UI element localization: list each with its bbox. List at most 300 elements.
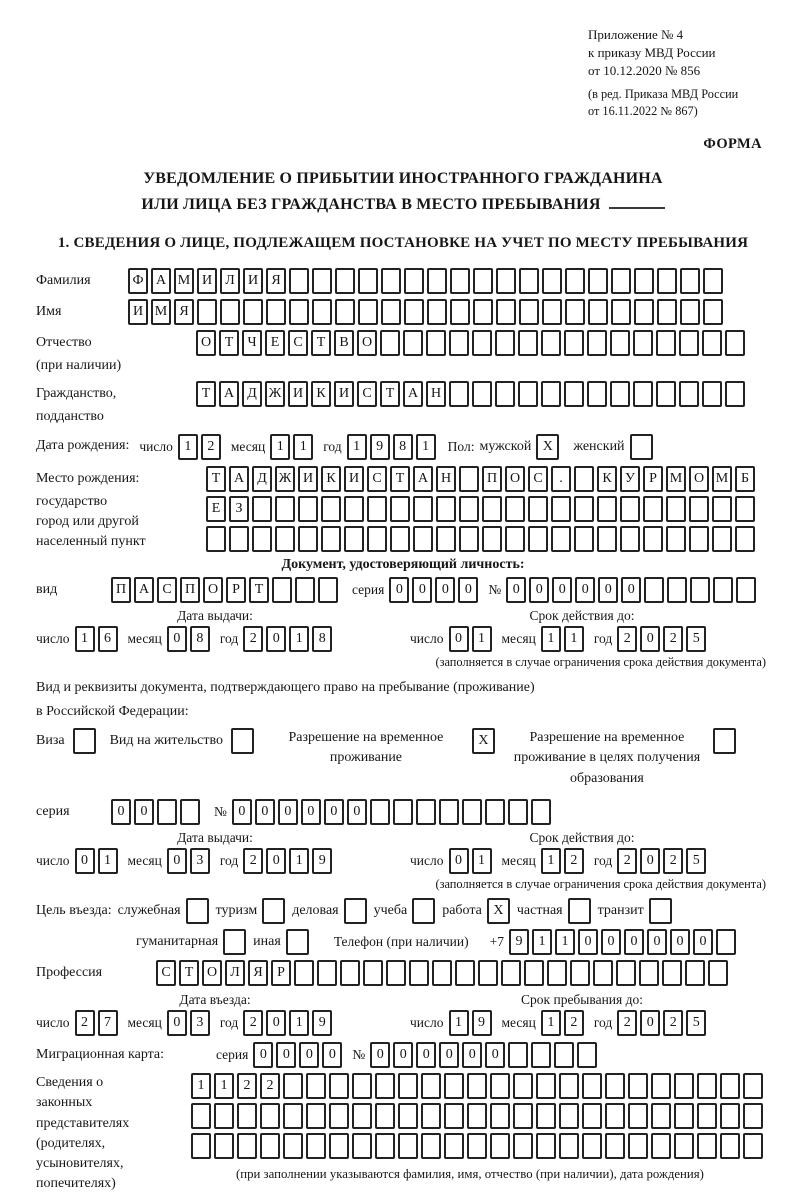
char-box[interactable] <box>370 799 390 825</box>
char-box[interactable]: Б <box>735 466 755 492</box>
char-box[interactable] <box>344 526 364 552</box>
char-box[interactable] <box>294 960 314 986</box>
char-box[interactable]: 2 <box>243 1010 263 1036</box>
char-box[interactable] <box>473 268 493 294</box>
char-box[interactable] <box>237 1133 257 1159</box>
char-box[interactable]: З <box>229 496 249 522</box>
char-box[interactable] <box>559 1133 579 1159</box>
char-box[interactable] <box>482 496 502 522</box>
char-box[interactable]: Е <box>265 330 285 356</box>
temp-residence-checkbox[interactable]: X <box>472 728 495 754</box>
char-box[interactable] <box>518 330 538 356</box>
char-box[interactable]: 0 <box>75 848 95 874</box>
char-box[interactable] <box>643 526 663 552</box>
char-box[interactable] <box>427 299 447 325</box>
purpose-delovaya-checkbox[interactable] <box>344 898 367 924</box>
char-box[interactable] <box>344 496 364 522</box>
char-box[interactable]: 1 <box>532 929 552 955</box>
char-box[interactable] <box>363 960 383 986</box>
char-box[interactable]: А <box>134 577 154 603</box>
char-box[interactable] <box>467 1133 487 1159</box>
char-box[interactable] <box>611 268 631 294</box>
char-box[interactable] <box>393 799 413 825</box>
char-box[interactable] <box>588 299 608 325</box>
char-box[interactable] <box>413 496 433 522</box>
char-box[interactable] <box>490 1133 510 1159</box>
char-box[interactable] <box>485 799 505 825</box>
purpose-tranzit-checkbox[interactable] <box>649 898 672 924</box>
char-box[interactable] <box>352 1133 372 1159</box>
char-box[interactable]: 0 <box>276 1042 296 1068</box>
char-box[interactable] <box>459 466 479 492</box>
char-box[interactable] <box>564 381 584 407</box>
char-box[interactable] <box>495 381 515 407</box>
char-box[interactable] <box>524 960 544 986</box>
char-box[interactable] <box>367 526 387 552</box>
purpose-gumanitarnaya-checkbox[interactable] <box>223 929 246 955</box>
char-box[interactable]: 0 <box>167 1010 187 1036</box>
char-box[interactable]: О <box>203 577 223 603</box>
char-box[interactable]: Л <box>225 960 245 986</box>
char-box[interactable] <box>421 1103 441 1129</box>
char-box[interactable] <box>634 299 654 325</box>
char-box[interactable] <box>444 1103 464 1129</box>
char-box[interactable]: 0 <box>416 1042 436 1068</box>
char-box[interactable]: 1 <box>98 848 118 874</box>
visa-checkbox[interactable] <box>73 728 96 754</box>
char-box[interactable]: Т <box>311 330 331 356</box>
char-box[interactable] <box>409 960 429 986</box>
char-box[interactable] <box>697 1073 717 1099</box>
char-box[interactable] <box>404 299 424 325</box>
char-box[interactable] <box>467 1103 487 1129</box>
char-box[interactable] <box>513 1133 533 1159</box>
char-box[interactable] <box>666 496 686 522</box>
char-box[interactable] <box>206 526 226 552</box>
char-box[interactable]: 8 <box>393 434 413 460</box>
char-box[interactable] <box>708 960 728 986</box>
char-box[interactable] <box>559 1103 579 1129</box>
char-box[interactable]: М <box>666 466 686 492</box>
char-box[interactable] <box>541 381 561 407</box>
char-box[interactable]: 1 <box>472 626 492 652</box>
char-box[interactable]: 0 <box>575 577 595 603</box>
char-box[interactable] <box>651 1073 671 1099</box>
char-box[interactable]: 0 <box>640 848 660 874</box>
char-box[interactable]: 5 <box>686 1010 706 1036</box>
purpose-turizm-checkbox[interactable] <box>262 898 285 924</box>
char-box[interactable] <box>644 577 664 603</box>
char-box[interactable] <box>266 299 286 325</box>
char-box[interactable] <box>547 960 567 986</box>
char-box[interactable]: 3 <box>190 848 210 874</box>
char-box[interactable] <box>275 526 295 552</box>
char-box[interactable] <box>421 1133 441 1159</box>
char-box[interactable]: 1 <box>541 626 561 652</box>
char-box[interactable]: 0 <box>301 799 321 825</box>
char-box[interactable]: Е <box>206 496 226 522</box>
purpose-ucheba-checkbox[interactable] <box>412 898 435 924</box>
char-box[interactable] <box>427 268 447 294</box>
char-box[interactable]: 9 <box>370 434 390 460</box>
char-box[interactable]: М <box>174 268 194 294</box>
char-box[interactable] <box>197 299 217 325</box>
char-box[interactable]: Т <box>206 466 226 492</box>
char-box[interactable]: 2 <box>75 1010 95 1036</box>
char-box[interactable]: Т <box>179 960 199 986</box>
char-box[interactable]: 2 <box>617 626 637 652</box>
char-box[interactable] <box>680 299 700 325</box>
char-box[interactable] <box>306 1103 326 1129</box>
char-box[interactable] <box>335 268 355 294</box>
char-box[interactable] <box>501 960 521 986</box>
male-checkbox[interactable]: X <box>536 434 559 460</box>
char-box[interactable]: 0 <box>601 929 621 955</box>
char-box[interactable] <box>542 268 562 294</box>
char-box[interactable]: С <box>528 466 548 492</box>
char-box[interactable]: 1 <box>293 434 313 460</box>
char-box[interactable]: 0 <box>253 1042 273 1068</box>
char-box[interactable] <box>651 1103 671 1129</box>
char-box[interactable] <box>702 381 722 407</box>
char-box[interactable]: Ж <box>265 381 285 407</box>
char-box[interactable]: 0 <box>640 626 660 652</box>
char-box[interactable] <box>582 1103 602 1129</box>
char-box[interactable] <box>736 577 756 603</box>
char-box[interactable] <box>528 526 548 552</box>
char-box[interactable]: 0 <box>624 929 644 955</box>
char-box[interactable]: Т <box>249 577 269 603</box>
char-box[interactable] <box>554 1042 574 1068</box>
char-box[interactable]: 0 <box>111 799 131 825</box>
char-box[interactable]: С <box>367 466 387 492</box>
char-box[interactable] <box>352 1073 372 1099</box>
char-box[interactable]: 0 <box>266 848 286 874</box>
char-box[interactable] <box>679 330 699 356</box>
char-box[interactable] <box>651 1133 671 1159</box>
char-box[interactable]: 2 <box>617 848 637 874</box>
char-box[interactable]: 0 <box>322 1042 342 1068</box>
char-box[interactable] <box>628 1103 648 1129</box>
char-box[interactable]: П <box>180 577 200 603</box>
char-box[interactable]: 1 <box>289 848 309 874</box>
char-box[interactable]: Н <box>436 466 456 492</box>
char-box[interactable] <box>421 1073 441 1099</box>
char-box[interactable]: Д <box>242 381 262 407</box>
char-box[interactable] <box>321 496 341 522</box>
char-box[interactable] <box>735 496 755 522</box>
char-box[interactable] <box>559 1073 579 1099</box>
residence-permit-checkbox[interactable] <box>231 728 254 754</box>
char-box[interactable] <box>505 496 525 522</box>
char-box[interactable] <box>283 1073 303 1099</box>
char-box[interactable] <box>508 1042 528 1068</box>
char-box[interactable]: Ж <box>275 466 295 492</box>
char-box[interactable]: 2 <box>243 848 263 874</box>
char-box[interactable] <box>352 1103 372 1129</box>
char-box[interactable] <box>743 1073 763 1099</box>
char-box[interactable] <box>689 496 709 522</box>
char-box[interactable] <box>450 299 470 325</box>
char-box[interactable]: С <box>288 330 308 356</box>
purpose-inaya-checkbox[interactable] <box>286 929 309 955</box>
char-box[interactable] <box>220 299 240 325</box>
char-box[interactable] <box>237 1103 257 1129</box>
char-box[interactable] <box>375 1133 395 1159</box>
char-box[interactable] <box>743 1133 763 1159</box>
char-box[interactable] <box>298 526 318 552</box>
char-box[interactable] <box>616 960 636 986</box>
char-box[interactable]: А <box>229 466 249 492</box>
char-box[interactable] <box>375 1103 395 1129</box>
char-box[interactable]: М <box>151 299 171 325</box>
char-box[interactable]: И <box>334 381 354 407</box>
char-box[interactable]: 0 <box>167 626 187 652</box>
char-box[interactable] <box>587 330 607 356</box>
char-box[interactable] <box>697 1103 717 1129</box>
char-box[interactable] <box>381 299 401 325</box>
char-box[interactable]: 0 <box>255 799 275 825</box>
char-box[interactable] <box>335 299 355 325</box>
char-box[interactable] <box>725 381 745 407</box>
char-box[interactable]: 1 <box>449 1010 469 1036</box>
purpose-rabota-checkbox[interactable]: X <box>487 898 510 924</box>
char-box[interactable] <box>628 1133 648 1159</box>
char-box[interactable] <box>455 960 475 986</box>
char-box[interactable] <box>432 960 452 986</box>
char-box[interactable]: С <box>357 381 377 407</box>
char-box[interactable]: 1 <box>214 1073 234 1099</box>
char-box[interactable] <box>367 496 387 522</box>
char-box[interactable] <box>639 960 659 986</box>
char-box[interactable]: 0 <box>462 1042 482 1068</box>
char-box[interactable]: К <box>311 381 331 407</box>
char-box[interactable] <box>180 799 200 825</box>
char-box[interactable] <box>306 1073 326 1099</box>
char-box[interactable] <box>628 1073 648 1099</box>
char-box[interactable] <box>597 496 617 522</box>
char-box[interactable]: 8 <box>312 626 332 652</box>
char-box[interactable]: 1 <box>191 1073 211 1099</box>
char-box[interactable]: 1 <box>289 626 309 652</box>
char-box[interactable]: 2 <box>617 1010 637 1036</box>
char-box[interactable] <box>462 799 482 825</box>
char-box[interactable]: 2 <box>564 848 584 874</box>
char-box[interactable]: А <box>403 381 423 407</box>
char-box[interactable] <box>513 1103 533 1129</box>
char-box[interactable] <box>712 496 732 522</box>
char-box[interactable] <box>496 268 516 294</box>
char-box[interactable] <box>449 330 469 356</box>
char-box[interactable]: И <box>298 466 318 492</box>
char-box[interactable] <box>611 299 631 325</box>
char-box[interactable] <box>657 299 677 325</box>
char-box[interactable]: И <box>344 466 364 492</box>
char-box[interactable] <box>666 526 686 552</box>
char-box[interactable] <box>473 299 493 325</box>
char-box[interactable] <box>229 526 249 552</box>
char-box[interactable] <box>680 268 700 294</box>
char-box[interactable] <box>283 1133 303 1159</box>
char-box[interactable] <box>720 1103 740 1129</box>
char-box[interactable]: 0 <box>370 1042 390 1068</box>
char-box[interactable] <box>191 1133 211 1159</box>
char-box[interactable] <box>413 526 433 552</box>
char-box[interactable] <box>318 577 338 603</box>
char-box[interactable] <box>674 1073 694 1099</box>
char-box[interactable] <box>582 1073 602 1099</box>
char-box[interactable]: 2 <box>663 626 683 652</box>
char-box[interactable]: Т <box>196 381 216 407</box>
char-box[interactable] <box>289 268 309 294</box>
char-box[interactable] <box>157 799 177 825</box>
char-box[interactable] <box>358 299 378 325</box>
char-box[interactable]: 2 <box>237 1073 257 1099</box>
char-box[interactable] <box>551 496 571 522</box>
char-box[interactable] <box>386 960 406 986</box>
char-box[interactable] <box>725 330 745 356</box>
char-box[interactable]: И <box>128 299 148 325</box>
char-box[interactable] <box>283 1103 303 1129</box>
char-box[interactable] <box>634 268 654 294</box>
char-box[interactable] <box>720 1073 740 1099</box>
char-box[interactable]: 0 <box>278 799 298 825</box>
char-box[interactable] <box>564 330 584 356</box>
char-box[interactable] <box>317 960 337 986</box>
char-box[interactable] <box>713 577 733 603</box>
char-box[interactable]: 1 <box>472 848 492 874</box>
char-box[interactable] <box>541 330 561 356</box>
char-box[interactable] <box>674 1103 694 1129</box>
char-box[interactable]: 0 <box>529 577 549 603</box>
char-box[interactable] <box>633 330 653 356</box>
char-box[interactable] <box>605 1103 625 1129</box>
char-box[interactable] <box>403 330 423 356</box>
char-box[interactable] <box>674 1133 694 1159</box>
char-box[interactable] <box>679 381 699 407</box>
char-box[interactable] <box>214 1103 234 1129</box>
char-box[interactable] <box>588 268 608 294</box>
char-box[interactable] <box>329 1133 349 1159</box>
char-box[interactable] <box>685 960 705 986</box>
char-box[interactable]: И <box>197 268 217 294</box>
char-box[interactable] <box>610 330 630 356</box>
char-box[interactable]: 0 <box>458 577 478 603</box>
purpose-sluzhebnaya-checkbox[interactable] <box>186 898 209 924</box>
char-box[interactable] <box>519 299 539 325</box>
char-box[interactable]: 0 <box>347 799 367 825</box>
char-box[interactable]: 0 <box>598 577 618 603</box>
char-box[interactable]: Р <box>643 466 663 492</box>
char-box[interactable] <box>243 299 263 325</box>
char-box[interactable] <box>260 1133 280 1159</box>
char-box[interactable] <box>657 268 677 294</box>
char-box[interactable] <box>312 299 332 325</box>
char-box[interactable] <box>735 526 755 552</box>
char-box[interactable]: П <box>482 466 502 492</box>
char-box[interactable]: Т <box>219 330 239 356</box>
char-box[interactable] <box>398 1073 418 1099</box>
char-box[interactable]: 2 <box>663 848 683 874</box>
char-box[interactable]: 1 <box>564 626 584 652</box>
char-box[interactable] <box>467 1073 487 1099</box>
char-box[interactable] <box>610 381 630 407</box>
char-box[interactable]: 0 <box>167 848 187 874</box>
char-box[interactable]: 9 <box>472 1010 492 1036</box>
char-box[interactable]: 9 <box>312 1010 332 1036</box>
char-box[interactable]: И <box>243 268 263 294</box>
char-box[interactable]: 0 <box>232 799 252 825</box>
char-box[interactable]: О <box>689 466 709 492</box>
char-box[interactable] <box>398 1103 418 1129</box>
char-box[interactable]: 1 <box>555 929 575 955</box>
char-box[interactable]: 0 <box>552 577 572 603</box>
char-box[interactable] <box>472 381 492 407</box>
char-box[interactable] <box>574 496 594 522</box>
char-box[interactable]: 2 <box>201 434 221 460</box>
char-box[interactable] <box>519 268 539 294</box>
char-box[interactable]: 0 <box>439 1042 459 1068</box>
char-box[interactable]: Т <box>380 381 400 407</box>
char-box[interactable]: 5 <box>686 626 706 652</box>
char-box[interactable] <box>214 1133 234 1159</box>
char-box[interactable]: С <box>156 960 176 986</box>
char-box[interactable] <box>605 1073 625 1099</box>
char-box[interactable]: 1 <box>289 1010 309 1036</box>
char-box[interactable] <box>667 577 687 603</box>
char-box[interactable] <box>593 960 613 986</box>
char-box[interactable] <box>531 799 551 825</box>
char-box[interactable] <box>662 960 682 986</box>
char-box[interactable] <box>482 526 502 552</box>
char-box[interactable]: 0 <box>670 929 690 955</box>
char-box[interactable]: П <box>111 577 131 603</box>
char-box[interactable] <box>340 960 360 986</box>
char-box[interactable]: 3 <box>190 1010 210 1036</box>
char-box[interactable]: Н <box>426 381 446 407</box>
char-box[interactable]: И <box>288 381 308 407</box>
char-box[interactable]: 0 <box>134 799 154 825</box>
char-box[interactable]: 0 <box>435 577 455 603</box>
char-box[interactable]: К <box>321 466 341 492</box>
char-box[interactable]: 2 <box>564 1010 584 1036</box>
char-box[interactable]: 0 <box>449 626 469 652</box>
char-box[interactable] <box>444 1133 464 1159</box>
char-box[interactable]: 1 <box>416 434 436 460</box>
char-box[interactable] <box>531 1042 551 1068</box>
char-box[interactable] <box>643 496 663 522</box>
char-box[interactable]: В <box>334 330 354 356</box>
char-box[interactable] <box>404 268 424 294</box>
char-box[interactable] <box>508 799 528 825</box>
char-box[interactable] <box>449 381 469 407</box>
char-box[interactable]: 1 <box>270 434 290 460</box>
char-box[interactable]: Ч <box>242 330 262 356</box>
char-box[interactable]: 0 <box>621 577 641 603</box>
char-box[interactable] <box>321 526 341 552</box>
char-box[interactable]: 0 <box>266 1010 286 1036</box>
char-box[interactable]: 0 <box>412 577 432 603</box>
char-box[interactable]: 5 <box>686 848 706 874</box>
char-box[interactable] <box>375 1073 395 1099</box>
char-box[interactable] <box>577 1042 597 1068</box>
char-box[interactable]: О <box>505 466 525 492</box>
char-box[interactable]: 0 <box>693 929 713 955</box>
char-box[interactable] <box>690 577 710 603</box>
char-box[interactable]: 2 <box>663 1010 683 1036</box>
char-box[interactable] <box>390 496 410 522</box>
char-box[interactable] <box>459 526 479 552</box>
